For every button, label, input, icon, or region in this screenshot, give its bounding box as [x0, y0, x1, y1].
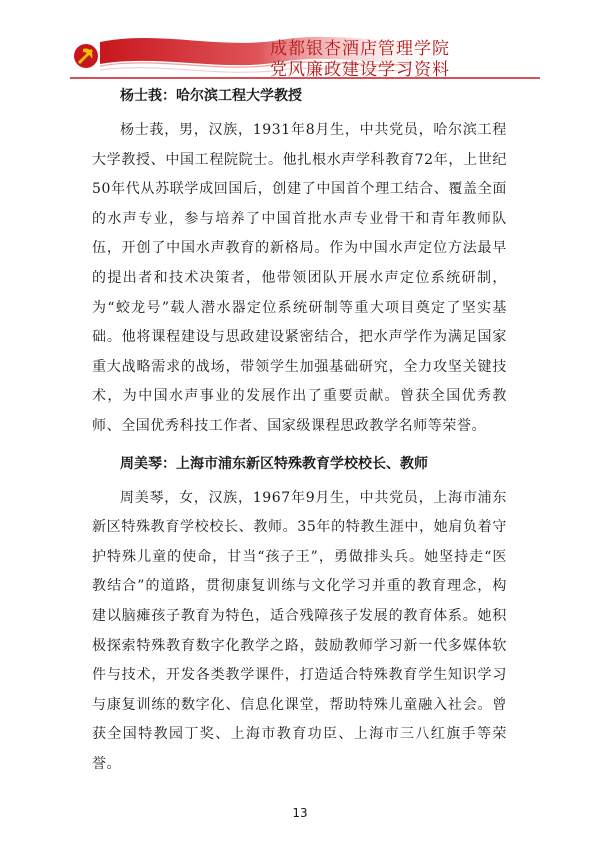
party-emblem-icon — [74, 44, 98, 68]
section-heading: 周美琴：上海市浦东新区特殊教育学校校长、教师 — [120, 455, 428, 472]
page-number: 13 — [292, 806, 308, 820]
document-body — [92, 82, 507, 779]
section-heading: 杨士莪：哈尔滨工程大学教授 — [120, 88, 302, 104]
section-paragraph: 杨士莪，男，汉族，1931年8月生，中共党员，哈尔滨工程大学教授、中国工程院院士。他扎根水声学科教育72年，上世纪50年代从苏联学成回国后，创建了中国首个理工结合、覆盖全面的水声专业，参与培养了中国首批水声专业骨干和青年教师队伍，开创了中国水声教育的新格局。作为中国水声定位方法最早的提出者和技术决策者，他带领团队开展水声定位系统研制，为“蛟龙号”载人潜水器定位系统研制等重大项目奠定了坚实基础。他将课程建设与思政建设紧密结合，把水声学作为满足国家重大战略需求的战场，带领学生加强基础研究，全力攻坚关键技术，为中国水声事业的发展作出了重要贡献。曾获全国优秀教师、全国优秀科技工作者、国家级课程思政教学名师等荣誉。 — [92, 122, 507, 434]
school-name: 成都银杏酒店管理学院 — [270, 39, 450, 59]
section-paragraph: 周美琴，女，汉族，1967年9月生，中共党员，上海市浦东新区特殊教育学校校长、教师。35年的特教生涯中，她肩负着守护特殊儿童的使命，甘当“孩子王”，勇做排头兵。她坚持走“医教结合”的道路，贯彻康复训练与文化学习并重的教育理念，构建以脑瘫孩子教育为特色，适合残障孩子发展的教育体系。她积极探索特殊教育数字化教学之路，鼓励教师学习新一代多媒体软件与技术，开发各类教学课件，打造适合特殊教育学生知识学习与康复训练的数字化、信息化课堂，帮助特殊儿童融入社会。曾获全国特教园丁奖、上海市教育功臣、上海市三八红旗手等荣誉。 — [92, 489, 507, 772]
document-title: 党风廉政建设学习资料 — [270, 60, 450, 80]
section-yang-shie — [92, 82, 507, 442]
page-header — [70, 28, 540, 80]
section-zhou-meiqin — [92, 450, 507, 780]
